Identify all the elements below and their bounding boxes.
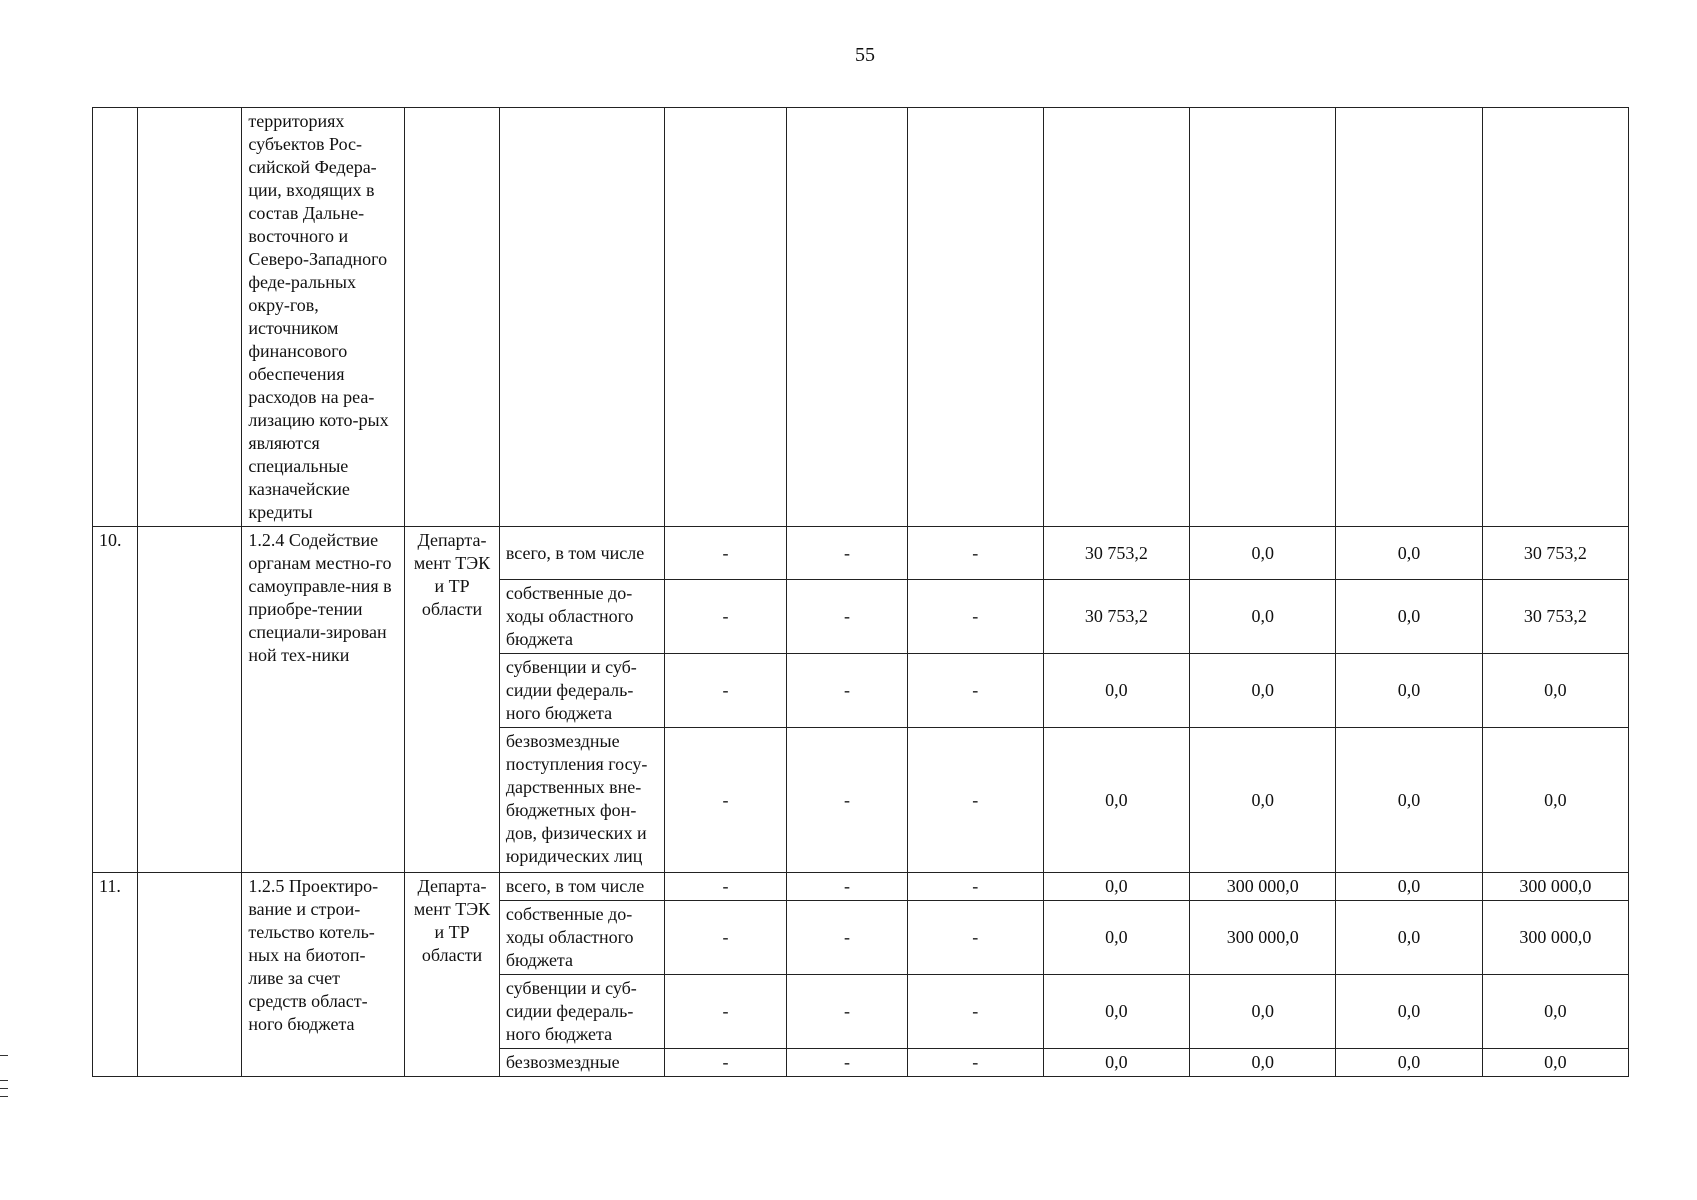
cell-source: собственные до-ходы областного бюджета [499,901,664,975]
cell-value [1482,108,1628,527]
cell-value: 0,0 [1190,527,1336,580]
cell-value: - [664,873,787,901]
cell-source: безвозмездные [499,1049,664,1077]
cell-value: 0,0 [1482,1049,1628,1077]
cell-value [1043,108,1189,527]
cell-value: 30 753,2 [1043,527,1189,580]
cell-value: 0,0 [1190,1049,1336,1077]
cell-value: 300 000,0 [1190,873,1336,901]
cell-value: 300 000,0 [1482,901,1628,975]
cell-empty [138,108,242,527]
table-row [93,873,1629,901]
cell-empty [138,527,242,873]
cell-value: - [664,654,787,728]
cell-value: - [907,580,1043,654]
margin-mark [0,1088,8,1089]
cell-value: - [907,728,1043,873]
cell-value: - [907,654,1043,728]
cell-value: - [787,873,908,901]
cell-value: 0,0 [1336,527,1482,580]
cell-value: 0,0 [1190,975,1336,1049]
cell-source: всего, в том числе [499,873,664,901]
cell-value: - [907,873,1043,901]
cell-value: 300 000,0 [1190,901,1336,975]
cell-value: 0,0 [1336,728,1482,873]
margin-mark [0,1055,8,1056]
cell-value: 0,0 [1043,1049,1189,1077]
cell-value: - [664,901,787,975]
cell-value: 0,0 [1482,728,1628,873]
cell-source [499,108,664,527]
cell-value [664,108,787,527]
page-number: 55 [855,44,875,66]
cell-value: 0,0 [1043,901,1189,975]
cell-value: 0,0 [1336,975,1482,1049]
cell-value: 0,0 [1482,654,1628,728]
cell-value: - [787,901,908,975]
cell-value: - [787,728,908,873]
cell-num: 11. [93,873,138,1077]
cell-value: 0,0 [1043,654,1189,728]
cell-value: 0,0 [1336,1049,1482,1077]
cell-value: - [787,975,908,1049]
cell-value: - [787,580,908,654]
cell-value: 0,0 [1043,728,1189,873]
cell-measure-name: 1.2.4 Содействие органам местно-го самоуправле-ния в приобре-тении специали-зирован ной тех-ники [242,527,405,873]
cell-measure-name: территориях субъектов Рос-сийской Федера-ции, входящих в состав Дальне-восточного и Северо-Западного феде-ральных окру-гов, источником финансового обеспечения расходов на реа-лизацию кото-рых являются специальные казначейские кредиты [242,108,405,527]
margin-mark [0,1096,8,1097]
cell-measure-name: 1.2.5 Проектиро-вание и строи-тельство котель-ных на биотоп-ливе за счет средств област-ного бюджета [242,873,405,1077]
cell-value: - [787,1049,908,1077]
cell-dept: Департа-мент ТЭК и ТР области [405,873,500,1077]
cell-value: 0,0 [1043,975,1189,1049]
cell-value: 30 753,2 [1043,580,1189,654]
cell-value: - [664,728,787,873]
cell-source: безвозмездные поступления госу-дарственных вне-бюджетных фон-дов, физических и юридических лиц [499,728,664,873]
cell-value: 0,0 [1190,654,1336,728]
cell-value: - [664,580,787,654]
cell-value: 30 753,2 [1482,580,1628,654]
cell-source: субвенции и суб-сидии федераль-ного бюджета [499,975,664,1049]
cell-value: - [664,975,787,1049]
table-row [93,527,1629,580]
cell-value: 0,0 [1043,873,1189,901]
cell-value: 0,0 [1336,901,1482,975]
cell-dept: Департа-мент ТЭК и ТР области [405,527,500,873]
cell-value: 30 753,2 [1482,527,1628,580]
cell-value: 0,0 [1482,975,1628,1049]
cell-value [1336,108,1482,527]
cell-value: - [664,527,787,580]
cell-value: 0,0 [1336,873,1482,901]
cell-value [907,108,1043,527]
cell-value [1190,108,1336,527]
cell-value: 0,0 [1336,654,1482,728]
cell-value [787,108,908,527]
margin-mark [0,1080,8,1081]
cell-source: всего, в том числе [499,527,664,580]
cell-value: - [907,1049,1043,1077]
cell-value: - [907,901,1043,975]
cell-value: - [787,654,908,728]
cell-num: 10. [93,527,138,873]
cell-value: - [907,975,1043,1049]
cell-source: собственные до-ходы областного бюджета [499,580,664,654]
cell-empty [138,873,242,1077]
cell-value: 0,0 [1190,728,1336,873]
cell-value: 0,0 [1336,580,1482,654]
cell-value: - [787,527,908,580]
financing-table [92,107,1629,1077]
cell-dept [405,108,500,527]
cell-value: - [907,527,1043,580]
cell-value: 300 000,0 [1482,873,1628,901]
cell-source: субвенции и суб-сидии федераль-ного бюджета [499,654,664,728]
cell-value: 0,0 [1190,580,1336,654]
cell-num [93,108,138,527]
table-row-continuation [93,108,1629,527]
cell-value: - [664,1049,787,1077]
